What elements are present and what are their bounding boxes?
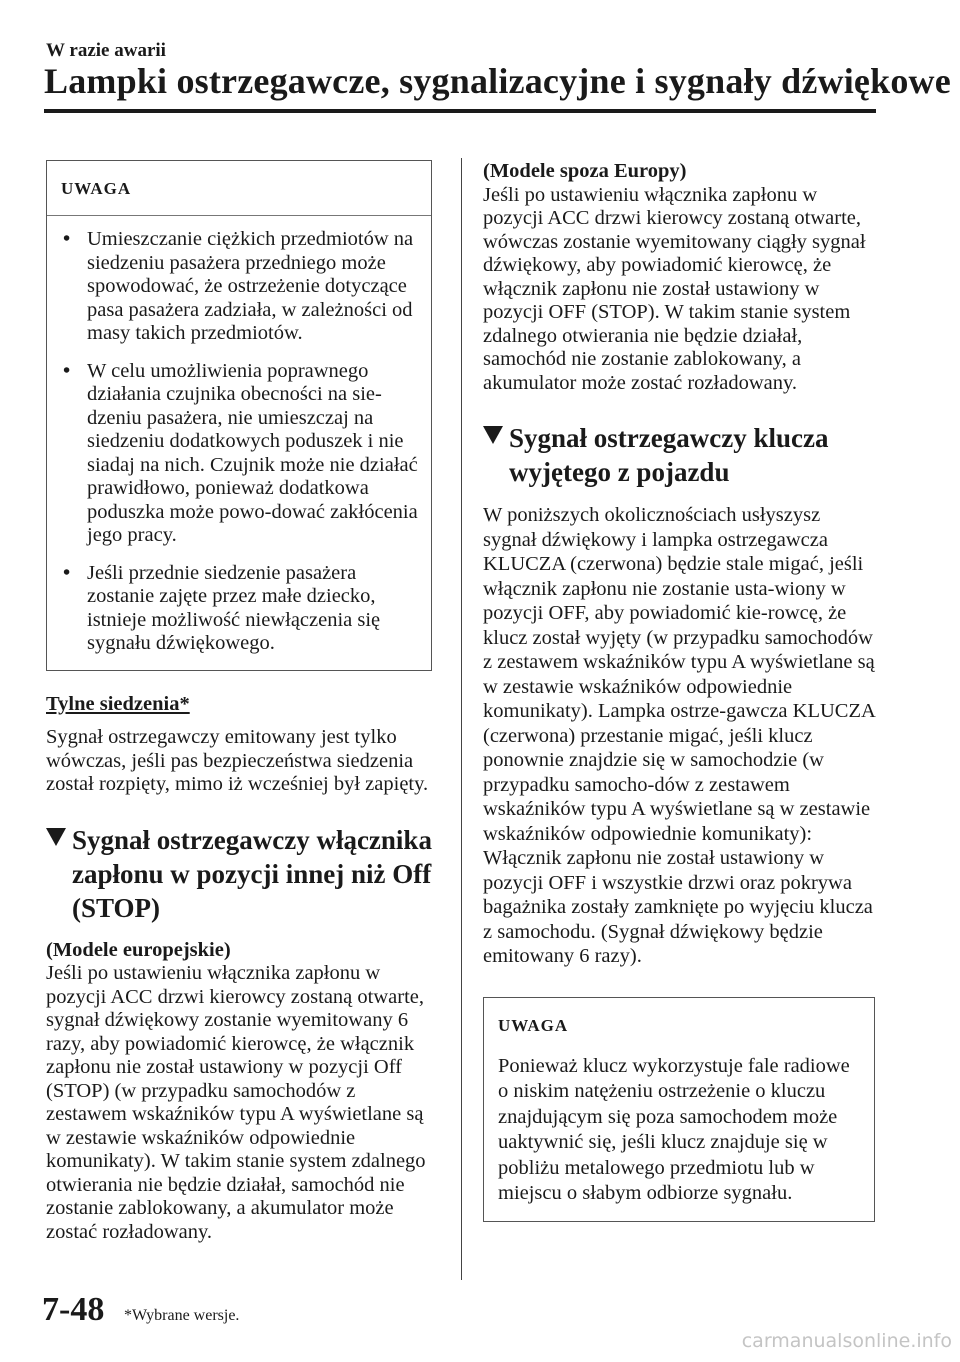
page-title: Lampki ostrzegawcze, sygnalizacyjne i sygnały dźwiękowe xyxy=(44,61,951,101)
right-column xyxy=(483,160,875,1244)
note-list xyxy=(61,228,419,656)
key-removed-heading: Sygnał ostrzegawczy klucza wyjętego z pojazdu xyxy=(483,421,875,489)
ignition-warning-heading: Sygnał ostrzegawczy włącznika zapłonu w pozycji innej niż Off (STOP) xyxy=(46,823,432,925)
note-list-item: • W celu umożliwienia poprawnego działania czujnika obecności na sie-dzeniu pasażera, nie umieszczaj na siedzeniu dodatkowych poduszek i nie siadaj na nich. Czujnik może nie działać prawidłowo, ponieważ dodatkowa poduszka może powo-dować zakłócenia jego pracy. xyxy=(63,359,418,546)
note-box-key-signal xyxy=(483,997,875,1222)
column-divider xyxy=(461,158,462,1280)
key-removed-text: W poniższych okolicznościach usłyszysz sygnał dźwiękowy i lampka ostrzegawcza KLUCZA (czerwona) będzie stale migać, jeśli włącznik zapłonu nie zostanie usta-wiony w pozycji OFF, aby powiadomić kie-rowcę, że klucz został wyjęty (w przypadku samochodów z zestawem wskaźników typu A wyświetlane są w zestawie wskaźników odpowiednie komunikaty). Lampka ostrze-gawcza KLUCZA (czerwona) przestanie migać, jeśli klucz ponownie znajdzie się w samochodzie (w przypadku samocho-dów z zestawem wskaźników typu A wyświetlane są w zestawie wskaźników odpowiednie komunikaty): xyxy=(483,504,875,845)
non-eu-models-text: Jeśli po ustawieniu włącznika zapłonu w pozycji ACC drzwi kierowcy zostaną otwarte, wówczas zostanie wyemitowany ciągły sygnał dźwiękowy, aby powiadomić kierowcę, że włącznik zapłonu nie został ustawiony w pozycji OFF (STOP). W takim stanie system zdalnego otwierania nie będzie działał, samochód nie zostanie zablokowany, a akumulator może zostać rozładowany. xyxy=(483,183,866,394)
triangle-down-icon xyxy=(46,828,66,846)
section-label: W razie awarii xyxy=(46,40,166,61)
note-box-seat-sensor xyxy=(46,160,432,671)
bullet-icon: • xyxy=(63,228,71,250)
watermark: carmanualsonline.info xyxy=(741,1330,952,1352)
note-body xyxy=(47,216,431,670)
eu-models-heading: (Modele europejskie) xyxy=(46,938,231,961)
bullet-icon: • xyxy=(63,359,71,382)
title-rule xyxy=(44,109,876,113)
bullet-icon: • xyxy=(63,561,71,584)
note-body: Ponieważ klucz wykorzystuje fale radiowe o niskim natężeniu ostrzeżenie o kluczu znajdującym się poza samochodem może uaktywnić się, jeśli klucz znajduje się w pobliżu metalowego przedmiotu lub w miejscu o słabym odbiorze sygnału. xyxy=(498,1054,850,1204)
rear-seats-text: Sygnał ostrzegawczy emitowany jest tylko wówczas, jeśli pas bezpieczeństwa siedzenia został rozpięty, mimo iż wcześniej był zapięty. xyxy=(46,726,429,795)
non-eu-models-heading: (Modele spoza Europy) xyxy=(483,160,687,182)
note-label: UWAGA xyxy=(61,179,132,198)
key-removed-condition: Włącznik zapłonu nie został ustawiony w pozycji OFF i wszystkie drzwi oraz pokrywa bagażnika zostały zamknięte po wyjęciu klucza z samochodu. (Sygnał dźwiękowy będzie emitowany 6 razy). xyxy=(483,847,873,967)
page-number: 7-48 xyxy=(42,1291,105,1328)
footnote: *Wybrane wersje. xyxy=(124,1307,240,1324)
note-label: UWAGA xyxy=(498,1015,569,1035)
eu-models-text: Jeśli po ustawieniu włącznika zapłonu w pozycji ACC drzwi kierowcy zostaną otwarte, sygnał dźwiękowy zostanie wyemitowany 6 razy, aby powiadomić kierowcę, że włącznik zapłonu nie został ustawiony w pozycji Off (STOP) (w przypadku samochodów z zestawem wskaźników typu A wyświetlane są w zestawie wskaźników odpowiednie komunikaty). W takim stanie system zdalnego otwierania nie będzie działał, samochód nie zostanie zablokowany, a akumulator może zostać rozładowany. xyxy=(46,962,426,1243)
rear-seats-heading: Tylne siedzenia* xyxy=(46,692,190,715)
note-list-item: • Jeśli przednie siedzenie pasażera zostanie zajęte przez małe dziecko, istnieje możliwość niewłączenia się sygnału dźwiękowego. xyxy=(63,561,381,654)
triangle-down-icon xyxy=(483,426,503,444)
note-list-item: • Umieszczanie ciężkich przedmiotów na siedzeniu pasażera przedniego może spowodować, że ostrzeżenie dotyczące pasa pasażera zadziała, w zależności od masy takich przedmiotów. xyxy=(63,228,414,344)
left-column xyxy=(46,160,432,1258)
